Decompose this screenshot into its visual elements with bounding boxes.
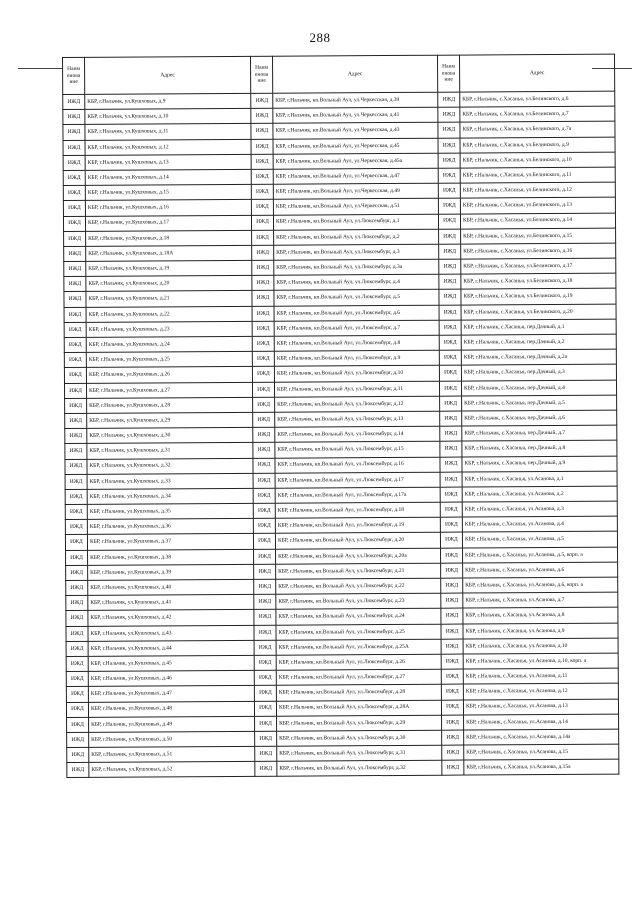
cell-address: КБР, г.Нальчик, ул.Кушховых, д.11 [85,124,251,140]
cell-object-type: ИЖД [253,503,275,518]
cell-object-type: ИЖД [439,229,461,244]
column-header-address-2: Адрес [272,55,437,93]
cell-object-type: ИЖД [64,353,86,368]
cell-object-type: ИЖД [253,397,275,412]
cell-object-type: ИЖД [64,277,86,292]
table-body [63,91,619,778]
cell-object-type: ИЖД [440,533,462,548]
cell-object-type: ИЖД [441,700,463,715]
cell-object-type: ИЖД [252,275,274,290]
cell-address: КБР, г.Нальчик, ул.Кушховых, д.20 [86,276,252,292]
cell-object-type: ИЖД [439,350,461,365]
cell-object-type: ИЖД [66,580,88,595]
cell-address: КБР, г.Нальчик, ул.Кушховых, д.13 [85,154,251,170]
cell-object-type: ИЖД [255,761,277,776]
cell-object-type: ИЖД [438,153,460,168]
cell-object-type: ИЖД [438,183,460,198]
cell-object-type: ИЖД [67,717,89,732]
cell-object-type: ИЖД [65,489,87,504]
cell-address: КБР, г.Нальчик, кп.Вольный Аул, ул.Люксембург, д.24 [276,609,441,625]
cell-address: КБР, г.Нальчик, кп.Вольный Аул, ул.Люксембург, д.26 [276,654,441,670]
cell-object-type: ИЖД [63,94,85,109]
cell-object-type: ИЖД [439,381,461,396]
cell-address: КБР, г.Нальчик, с.Хасанья, ул.Асанова, д.9 [463,623,618,639]
cell-address: КБР, г.Нальчик, ул.Кушховых, д.41 [88,595,254,611]
cell-address: КБР, г.Нальчик, с.Хасанья, ул.Асанова, д.10 [463,638,618,654]
cell-object-type: ИЖД [63,125,85,140]
cell-object-type: ИЖД [253,518,275,533]
cell-address: КБР, г.Нальчик, ул.Кушховых, д.14 [85,169,251,185]
table-header-row [63,54,615,94]
cell-object-type: ИЖД [438,107,460,122]
cell-object-type: ИЖД [65,428,87,443]
cell-address: КБР, г.Нальчик, с.Хасанья, ул.Белинского, д.12 [460,182,615,198]
cell-object-type: ИЖД [66,671,88,686]
cell-address: КБР, г.Нальчик, ул.Кушховых, д.16 [85,200,251,216]
column-header-type-1: Наим енова ние [63,57,85,94]
cell-address: КБР, г.Нальчик, с.Хасанья, пер.Дачный, д.9 [462,456,617,472]
cell-object-type: ИЖД [251,200,273,215]
cell-object-type: ИЖД [441,684,463,699]
cell-address: КБР, г.Нальчик, ул.Кушховых, д.50 [89,731,255,747]
cell-address: КБР, г.Нальчик, кп.Вольный Аул, ул.Люксембург, д.3 [274,244,439,260]
cell-address: КБР, г.Нальчик, ул.Кушховых, д.10 [85,109,251,125]
cell-object-type: ИЖД [441,639,463,654]
cell-address: КБР, г.Нальчик, ул.Кушховых, д.38 [88,549,254,565]
cell-object-type: ИЖД [66,550,88,565]
cell-address: КБР, г.Нальчик, с.Хасанья, ул.Белинского, д.18 [461,273,616,289]
cell-object-type: ИЖД [441,593,463,608]
cell-object-type: ИЖД [253,534,275,549]
cell-address: КБР, г.Нальчик, кп.Вольный Аул, ул.Люксембург, д.28 [276,685,441,701]
cell-address: КБР, г.Нальчик, с.Хасанья, ул.Белинского, д.17 [461,258,616,274]
cell-object-type: ИЖД [63,216,85,231]
cell-object-type: ИЖД [64,368,86,383]
cell-address: КБР, г.Нальчик, с.Хасанья, ул.Белинского, д.14 [460,213,615,229]
cell-object-type: ИЖД [64,231,86,246]
cell-address: КБР, г.Нальчик, ул.Кушховых, д.48 [88,701,254,717]
cell-object-type: ИЖД [251,139,273,154]
cell-object-type: ИЖД [440,411,462,426]
cell-object-type: ИЖД [66,656,88,671]
table-row [67,759,619,778]
cell-object-type: ИЖД [63,140,85,155]
cell-object-type: ИЖД [252,260,274,275]
cell-object-type: ИЖД [65,535,87,550]
cell-address: КБР, г.Нальчик, кп.Вольный Аул, ул.Люксембург, д.19 [275,517,440,533]
cell-address: КБР, г.Нальчик, кп.Вольный Аул, ул.Черкесская, д.45а [273,153,438,169]
cell-object-type: ИЖД [252,367,274,382]
cell-address: КБР, г.Нальчик, с.Хасанья, пер.Дачный, д.3 [461,364,616,380]
cell-address: КБР, г.Нальчик, с.Хасанья, ул.Белинского, д.10 [460,152,615,168]
cell-object-type: ИЖД [438,138,460,153]
cell-object-type: ИЖД [63,201,85,216]
cell-object-type: ИЖД [251,184,273,199]
cell-address: КБР, г.Нальчик, ул.Кушховых, д.9 [85,93,251,109]
cell-object-type: ИЖД [438,92,460,107]
cell-object-type: ИЖД [252,306,274,321]
cell-object-type: ИЖД [251,108,273,123]
cell-address: КБР, г.Нальчик, кп.Вольный Аул, ул.Люксембург, д.17а [275,487,440,503]
cell-address: КБР, г.Нальчик, кп.Вольный Аул, ул.Люксембург, д.22 [276,578,441,594]
cell-address: КБР, г.Нальчик, кп.Вольный Аул, ул.Люксембург, д.6 [274,305,439,321]
address-table [62,54,619,779]
cell-address: КБР, г.Нальчик, кп.Вольный Аул, ул.Черкесская, д.49 [273,183,438,199]
cell-address: КБР, г.Нальчик, с.Хасанья, ул.Асанова, д.15 [464,744,619,760]
cell-address: КБР, г.Нальчик, с.Хасанья, ул.Асанова, д.2 [462,486,617,502]
cell-address: КБР, г.Нальчик, ул.Кушховых, д.46 [88,670,254,686]
cell-address: КБР, г.Нальчик, с.Хасанья, ул.Белинского, д.15 [461,228,616,244]
cell-object-type: ИЖД [66,596,88,611]
cell-object-type: ИЖД [438,168,460,183]
cell-address: КБР, г.Нальчик, кп.Вольный Аул, ул.Люксембург, д.3а [274,259,439,275]
cell-object-type: ИЖД [66,626,88,641]
cell-address: КБР, г.Нальчик, кп.Вольный Аул, ул.Люксембург, д.28А [276,700,441,716]
cell-address: КБР, г.Нальчик, ул.Кушховых, д.19 [86,260,252,276]
cell-address: КБР, г.Нальчик, кп.Вольный Аул, ул.Черкесская, д.41 [273,107,438,123]
cell-address: КБР, г.Нальчик, ул.Кушховых, д.33 [87,473,253,489]
cell-address: КБР, г.Нальчик, кп.Вольный Аул, ул.Люксембург, д.16 [275,457,440,473]
cell-object-type: ИЖД [64,383,86,398]
cell-object-type: ИЖД [253,458,275,473]
cell-object-type: ИЖД [252,351,274,366]
cell-object-type: ИЖД [251,93,273,108]
cell-address: КБР, г.Нальчик, кп.Вольный Аул, ул.Люксембург, д.27 [276,669,441,685]
cell-address: КБР, г.Нальчик, с.Хасанья, ул.Белинского, д.7а [460,121,615,137]
cell-address: КБР, г.Нальчик, кп.Вольный Аул, ул.Люксембург, д.23 [276,593,441,609]
cell-object-type: ИЖД [254,655,276,670]
cell-address: КБР, г.Нальчик, ул.Кушховых, д.35 [87,503,253,519]
cell-address: КБР, г.Нальчик, ул.Кушховых, д.47 [88,686,254,702]
cell-object-type: ИЖД [440,472,462,487]
cell-object-type: ИЖД [63,170,85,185]
cell-object-type: ИЖД [441,624,463,639]
cell-object-type: ИЖД [255,746,277,761]
cell-address: КБР, г.Нальчик, с.Хасанья, пер.Дачный, д.8 [462,440,617,456]
cell-object-type: ИЖД [254,625,276,640]
cell-object-type: ИЖД [63,185,85,200]
cell-object-type: ИЖД [66,702,88,717]
cell-address: КБР, г.Нальчик, с.Хасанья, ул.Асанова, д.7 [463,592,618,608]
cell-object-type: ИЖД [442,760,464,775]
cell-address: КБР, г.Нальчик, с.Хасанья, ул.Асанова, д.14 [464,714,619,730]
cell-object-type: ИЖД [65,520,87,535]
cell-object-type: ИЖД [439,365,461,380]
cell-object-type: ИЖД [65,398,87,413]
cell-object-type: ИЖД [441,578,463,593]
cell-object-type: ИЖД [442,715,464,730]
cell-object-type: ИЖД [440,487,462,502]
cell-object-type: ИЖД [439,335,461,350]
cell-address: КБР, г.Нальчик, с.Хасанья, пер.Дачный, д.2а [461,349,616,365]
cell-address: КБР, г.Нальчик, с.Хасанья, ул.Асанова, д.10, корп. а [463,653,618,669]
cell-object-type: ИЖД [67,747,89,762]
column-header-address-3: Адрес [459,54,614,92]
cell-object-type: ИЖД [252,382,274,397]
cell-address: КБР, г.Нальчик, кп.Вольный Аул, ул.Люксембург, д.29 [277,715,442,731]
cell-object-type: ИЖД [441,548,463,563]
cell-address: КБР, г.Нальчик, с.Хасанья, ул.Асанова, д.5, корп. а [463,547,618,563]
cell-address: КБР, г.Нальчик, кп.Вольный Аул, ул.Люксембург, д.10 [274,366,439,382]
cell-address: КБР, г.Нальчик, ул.Кушховых, д.49 [89,716,255,732]
cell-object-type: ИЖД [254,579,276,594]
cell-address: КБР, г.Нальчик, кп.Вольный Аул, ул.Люксембург, д.11 [274,381,439,397]
cell-address: КБР, г.Нальчик, ул.Кушховых, д.28 [87,397,253,413]
cell-object-type: ИЖД [438,122,460,137]
address-table-wrapper [62,54,597,867]
cell-object-type: ИЖД [64,337,86,352]
cell-address: КБР, г.Нальчик, ул.Кушховых, д.40 [88,579,254,595]
cell-address: КБР, г.Нальчик, ул.Кушховых, д.45 [88,655,254,671]
cell-object-type: ИЖД [442,730,464,745]
cell-address: КБР, г.Нальчик, кп.Вольный Аул, ул.Люксембург, д.32 [277,760,442,776]
cell-address: КБР, г.Нальчик, с.Хасанья, пер.Дачный, д.4 [461,380,616,396]
cell-address: КБР, г.Нальчик, ул.Кушховых, д.39 [88,564,254,580]
cell-address: КБР, г.Нальчик, кп.Вольный Аул, ул.Черкесская, д.43 [273,123,438,139]
cell-address: КБР, г.Нальчик, с.Хасанья, ул.Белинского, д.19 [461,289,616,305]
cell-address: КБР, г.Нальчик, с.Хасанья, пер.Дачный, д.7 [462,425,617,441]
cell-object-type: ИЖД [253,473,275,488]
cell-address: КБР, г.Нальчик, кп.Вольный Аул, ул.Черкесская, д.45 [273,138,438,154]
cell-address: КБР, г.Нальчик, кп.Вольный Аул, ул.Люксембург, д.12 [275,396,440,412]
cell-object-type: ИЖД [438,214,460,229]
page-number: 288 [309,30,331,45]
cell-object-type: ИЖД [253,488,275,503]
cell-object-type: ИЖД [254,640,276,655]
cell-object-type: ИЖД [65,474,87,489]
cell-object-type: ИЖД [254,594,276,609]
cell-address: КБР, г.Нальчик, с.Хасанья, ул.Асанова, д.14а [464,729,619,745]
cell-object-type: ИЖД [441,563,463,578]
cell-object-type: ИЖД [254,701,276,716]
cell-address: КБР, г.Нальчик, с.Хасанья, ул.Асанова, д.8 [463,607,618,623]
cell-address: КБР, г.Нальчик, кп.Вольный Аул, ул.Люксембург, д.17 [275,472,440,488]
cell-object-type: ИЖД [438,198,460,213]
cell-address: КБР, г.Нальчик, ул.Кушховых, д.26 [86,367,252,383]
cell-address: КБР, г.Нальчик, ул.Кушховых, д.17 [85,215,251,231]
cell-object-type: ИЖД [64,246,86,261]
cell-address: КБР, г.Нальчик, кп.Вольный Аул, ул.Люксембург, д.25А [276,639,441,655]
cell-address: КБР, г.Нальчик, кп.Вольный Аул, ул.Люксембург, д.13 [275,411,440,427]
cell-object-type: ИЖД [440,457,462,472]
cell-object-type: ИЖД [67,732,89,747]
cell-address: КБР, г.Нальчик, кп.Вольный Аул, ул.Люксембург, д.4 [274,274,439,290]
cell-address: КБР, г.Нальчик, с.Хасанья, ул.Асанова, д.6, корп. а [463,577,618,593]
cell-object-type: ИЖД [439,305,461,320]
cell-object-type: ИЖД [65,459,87,474]
cell-object-type: ИЖД [252,321,274,336]
margin-line-left [18,68,62,69]
cell-address: КБР, г.Нальчик, с.Хасанья, ул.Белинского, д.6 [460,91,615,107]
cell-address: КБР, г.Нальчик, с.Хасанья, ул.Асанова, д.6 [463,562,618,578]
cell-object-type: ИЖД [66,565,88,580]
cell-address: КБР, г.Нальчик, ул.Кушховых, д.18 [86,230,252,246]
cell-address: КБР, г.Нальчик, с.Хасанья, пер.Дачный, д.2 [461,334,616,350]
cell-object-type: ИЖД [439,320,461,335]
cell-address: КБР, г.Нальчик, ул.Кушховых, д.44 [88,640,254,656]
cell-address: КБР, г.Нальчик, ул.Кушховых, д.42 [88,610,254,626]
cell-object-type: ИЖД [254,549,276,564]
cell-address: КБР, г.Нальчик, ул.Кушховых, д.37 [87,534,253,550]
cell-address: КБР, г.Нальчик, ул.Кушховых, д.12 [85,139,251,155]
cell-address: КБР, г.Нальчик, ул.Кушховых, д.51 [89,746,255,762]
cell-address: КБР, г.Нальчик, с.Хасанья, ул.Асанова, д.13 [463,699,618,715]
cell-object-type: ИЖД [440,502,462,517]
cell-address: КБР, г.Нальчик, кп.Вольный Аул, ул.Черкесская, д.51 [273,199,438,215]
cell-address: КБР, г.Нальчик, ул.Кушховых, д.52 [89,762,255,778]
cell-object-type: ИЖД [64,307,86,322]
cell-object-type: ИЖД [252,291,274,306]
cell-address: КБР, г.Нальчик, с.Хасанья, пер.Дачный, д.5 [462,395,617,411]
cell-address: КБР, г.Нальчик, ул.Кушховых, д.27 [86,382,252,398]
cell-address: КБР, г.Нальчик, ул.Кушховых, д.21 [86,291,252,307]
cell-address: КБР, г.Нальчик, кп.Вольный Аул, ул.Черкесская, д.47 [273,168,438,184]
cell-object-type: ИЖД [253,427,275,442]
cell-object-type: ИЖД [64,261,86,276]
cell-address: КБР, г.Нальчик, с.Хасанья, ул.Белинского, д.7 [460,106,615,122]
cell-address: КБР, г.Нальчик, ул.Кушховых, д.31 [87,443,253,459]
cell-object-type: ИЖД [253,443,275,458]
cell-object-type: ИЖД [65,504,87,519]
cell-address: КБР, г.Нальчик, кп.Вольный Аул, ул.Люксембург, д.15 [275,442,440,458]
cell-object-type: ИЖД [441,669,463,684]
cell-address: КБР, г.Нальчик, кп.Вольный Аул, ул.Люксембург, д.5 [274,290,439,306]
cell-object-type: ИЖД [252,230,274,245]
cell-object-type: ИЖД [251,169,273,184]
cell-object-type: ИЖД [439,274,461,289]
cell-object-type: ИЖД [252,336,274,351]
cell-address: КБР, г.Нальчик, с.Хасанья, ул.Асанова, д.15а [464,759,619,775]
cell-object-type: ИЖД [254,564,276,579]
cell-address: КБР, г.Нальчик, с.Хасанья, ул.Асанова, д.4 [462,516,617,532]
cell-address: КБР, г.Нальчик, кп.Вольный Аул, ул.Люксембург, д.9 [274,350,439,366]
cell-address: КБР, г.Нальчик, кп.Вольный Аул, ул.Люксембург, д.18 [275,502,440,518]
cell-object-type: ИЖД [64,292,86,307]
cell-object-type: ИЖД [251,124,273,139]
cell-address: КБР, г.Нальчик, кп.Вольный Аул, ул.Люксембург, д.1 [273,214,438,230]
cell-object-type: ИЖД [251,154,273,169]
cell-object-type: ИЖД [255,731,277,746]
cell-object-type: ИЖД [441,654,463,669]
cell-address: КБР, г.Нальчик, с.Хасанья, ул.Асанова, д.1 [462,471,617,487]
cell-address: КБР, г.Нальчик, с.Хасанья, ул.Асанова, д.12 [463,683,618,699]
cell-object-type: ИЖД [440,396,462,411]
cell-address: КБР, г.Нальчик, с.Хасанья, ул.Белинского, д.9 [460,137,615,153]
column-header-type-3: Наим енова ние [437,55,459,92]
cell-object-type: ИЖД [63,110,85,125]
cell-address: КБР, г.Нальчик, ул.Кушховых, д.29 [87,412,253,428]
cell-address: КБР, г.Нальчик, с.Хасанья, ул.Белинского, д.16 [461,243,616,259]
cell-address: КБР, г.Нальчик, кп.Вольный Аул, ул.Люксембург, д.2 [274,229,439,245]
cell-object-type: ИЖД [440,517,462,532]
cell-address: КБР, г.Нальчик, с.Хасанья, пер.Дачный, д.1 [461,319,616,335]
cell-object-type: ИЖД [251,215,273,230]
cell-object-type: ИЖД [63,155,85,170]
cell-address: КБР, г.Нальчик, с.Хасанья, ул.Белинского, д.20 [461,304,616,320]
cell-object-type: ИЖД [65,413,87,428]
cell-object-type: ИЖД [440,426,462,441]
cell-object-type: ИЖД [64,322,86,337]
column-header-type-2: Наим енова ние [250,56,272,93]
cell-address: КБР, г.Нальчик, кп.Вольный Аул, ул.Люксембург, д.30 [277,730,442,746]
cell-object-type: ИЖД [253,412,275,427]
cell-address: КБР, г.Нальчик, ул.Кушховых, д.24 [86,336,252,352]
cell-object-type: ИЖД [252,245,274,260]
cell-object-type: ИЖД [66,611,88,626]
cell-address: КБР, г.Нальчик, кп.Вольный Аул, ул.Люксембург, д.8 [274,335,439,351]
cell-address: КБР, г.Нальчик, ул.Кушховых, д.32 [87,458,253,474]
cell-address: КБР, г.Нальчик, кп.Вольный Аул, ул.Люксембург, д.20а [276,548,441,564]
cell-address: КБР, г.Нальчик, кп.Вольный Аул, ул.Люксембург, д.31 [277,745,442,761]
cell-address: КБР, г.Нальчик, кп.Вольный Аул, ул.Люксембург, д.7 [274,320,439,336]
cell-address: КБР, г.Нальчик, с.Хасанья, пер.Дачный, д.6 [462,410,617,426]
cell-object-type: ИЖД [439,244,461,259]
cell-address: КБР, г.Нальчик, ул.Кушховых, д.23 [86,321,252,337]
cell-address: КБР, г.Нальчик, с.Хасанья, ул.Асанова, д.3 [462,501,617,517]
cell-object-type: ИЖД [254,686,276,701]
cell-address: КБР, г.Нальчик, кп.Вольный Аул, ул.Люксембург, д.14 [275,426,440,442]
cell-address: КБР, г.Нальчик, ул.Кушховых, д.18А [86,245,252,261]
cell-address: КБР, г.Нальчик, кп.Вольный Аул, ул.Люксембург, д.25 [276,624,441,640]
cell-address: КБР, г.Нальчик, с.Хасанья, ул.Белинского, д.11 [460,167,615,183]
cell-object-type: ИЖД [67,763,89,778]
cell-object-type: ИЖД [439,259,461,274]
cell-object-type: ИЖД [440,441,462,456]
cell-object-type: ИЖД [66,641,88,656]
cell-address: КБР, г.Нальчик, кп.Вольный Аул, ул.Люксембург, д.21 [276,563,441,579]
cell-object-type: ИЖД [442,745,464,760]
cell-address: КБР, г.Нальчик, ул.Кушховых, д.43 [88,625,254,641]
cell-address: КБР, г.Нальчик, кп.Вольный Аул, ул.Черкесская, д.39 [273,92,438,108]
cell-object-type: ИЖД [255,716,277,731]
cell-address: КБР, г.Нальчик, ул.Кушховых, д.34 [87,488,253,504]
cell-address: КБР, г.Нальчик, ул.Кушховых, д.15 [85,184,251,200]
cell-address: КБР, г.Нальчик, с.Хасанья, ул.Асанова, д.11 [463,668,618,684]
cell-address: КБР, г.Нальчик, с.Хасанья, ул.Белинского, д.13 [460,197,615,213]
column-header-address-1: Адрес [85,56,251,94]
cell-address: КБР, г.Нальчик, ул.Кушховых, д.36 [87,519,253,535]
cell-object-type: ИЖД [254,670,276,685]
cell-address: КБР, г.Нальчик, ул.Кушховых, д.30 [87,427,253,443]
cell-object-type: ИЖД [439,290,461,305]
cell-object-type: ИЖД [65,444,87,459]
cell-object-type: ИЖД [66,687,88,702]
cell-object-type: ИЖД [254,610,276,625]
cell-address: КБР, г.Нальчик, кп.Вольный Аул, ул.Люксембург, д.20 [275,533,440,549]
cell-address: КБР, г.Нальчик, с.Хасанья, ул.Асанова, д.5 [462,532,617,548]
cell-object-type: ИЖД [441,608,463,623]
cell-address: КБР, г.Нальчик, ул.Кушховых, д.22 [86,306,252,322]
cell-address: КБР, г.Нальчик, ул.Кушховых, д.25 [86,352,252,368]
